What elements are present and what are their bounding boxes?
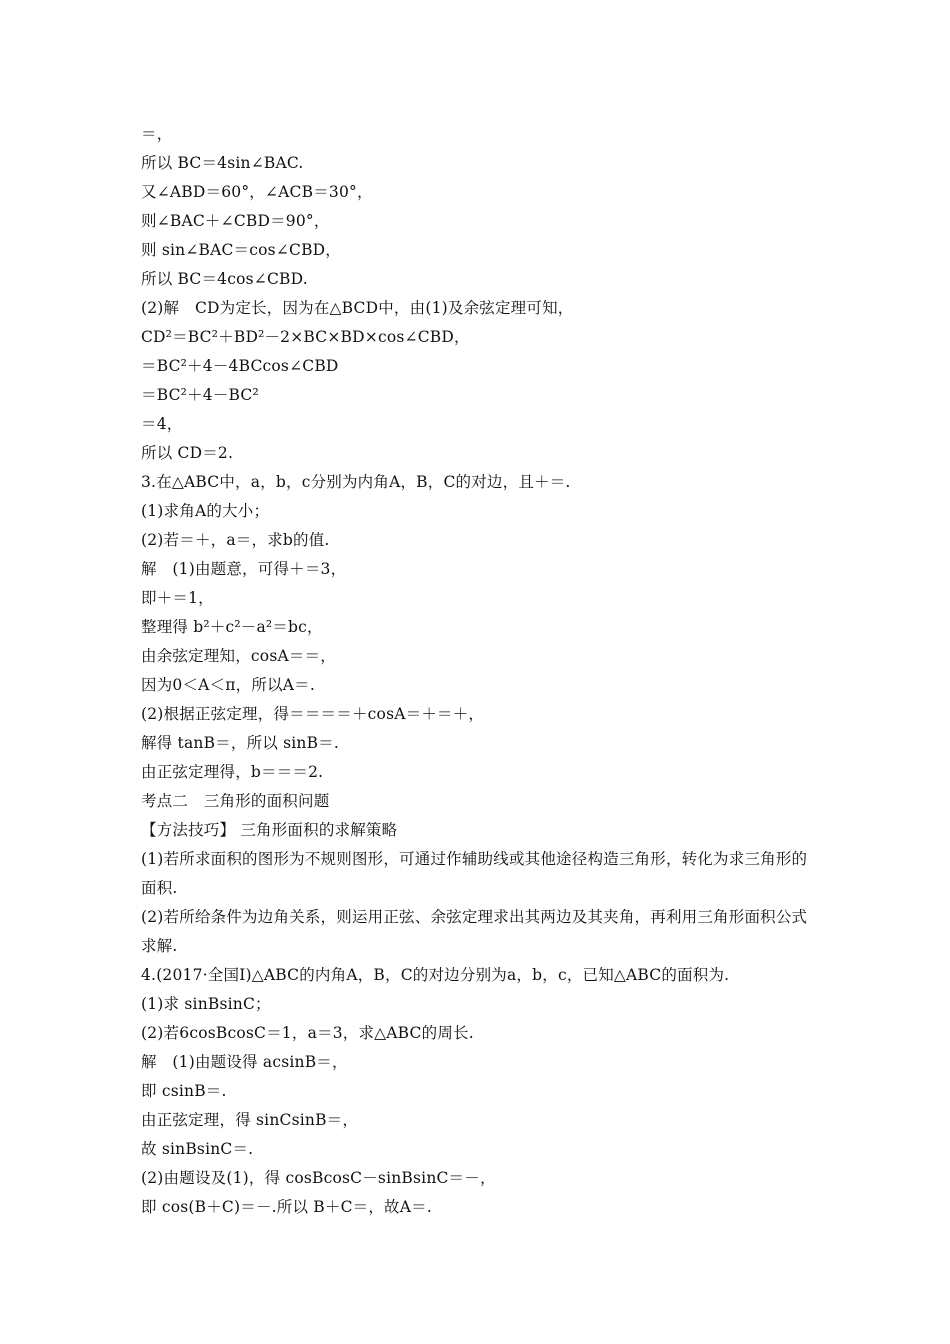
text-line: 解得 tanB＝，所以 sinB＝. xyxy=(141,734,340,752)
text-line: (1)求角A的大小； xyxy=(141,502,270,520)
text-line: 因为0＜A＜π，所以A＝. xyxy=(141,676,315,694)
section-heading: 考点二 三角形的面积问题 xyxy=(141,792,330,810)
text-line: 则∠BAC＋∠CBD＝90°， xyxy=(141,212,330,230)
method-tips-heading: 【方法技巧】 三角形面积的求解策略 xyxy=(141,821,398,839)
text-line: 所以 BC＝4cos∠CBD. xyxy=(141,270,308,288)
text-line: (2)根据正弦定理，得＝＝＝＝＋cosA＝＋＝＋， xyxy=(141,705,485,723)
text-line: 所以 CD＝2. xyxy=(141,444,234,462)
text-line: CD²＝BC²＋BD²－2×BC×BD×cos∠CBD， xyxy=(141,328,470,346)
text-line: (2)由题设及(1)，得 cosBcosC－sinBsinC＝－， xyxy=(141,1169,496,1187)
text-line: 又∠ABD＝60°，∠ACB＝30°， xyxy=(141,183,373,201)
text-line: 即＋＝1， xyxy=(141,589,214,607)
text-line: (2)解 CD为定长，因为在△BCD中，由(1)及余弦定理可知， xyxy=(141,299,574,317)
text-line: ＝BC²＋4－4BCcos∠CBD xyxy=(141,357,339,375)
text-line: 由正弦定理，得 sinCsinB＝， xyxy=(141,1111,359,1129)
text-line: 所以 BC＝4sin∠BAC. xyxy=(141,154,304,172)
text-line: 则 sin∠BAC＝cos∠CBD， xyxy=(141,241,341,259)
text-line: (1)求 sinBsinC； xyxy=(141,995,271,1013)
text-line: ＝， xyxy=(141,125,173,143)
text-line: 故 sinBsinC＝. xyxy=(141,1140,254,1158)
solution-start: 解 (1)由题设得 acsinB＝， xyxy=(141,1053,348,1071)
solution-start: 解 (1)由题意，可得＋＝3， xyxy=(141,560,347,578)
document-body xyxy=(141,120,821,1222)
problem-4-statement: 4.(2017·全国Ⅰ)△ABC的内角A，B，C的对边分别为a，b，c，已知△ABC的面积为. xyxy=(141,966,730,984)
text-line: ＝4， xyxy=(141,415,183,433)
tip-paragraph: (2)若所给条件为边角关系，则运用正弦、余弦定理求出其两边及其夹角，再利用三角形面积公式求解. xyxy=(141,908,808,955)
text-line: ＝BC²＋4－BC² xyxy=(141,386,259,404)
text-line: 整理得 b²＋c²－a²＝bc， xyxy=(141,618,323,636)
text-line: 即 cos(B＋C)＝－.所以 B＋C＝，故A＝. xyxy=(141,1198,432,1216)
problem-3-statement: 3.在△ABC中，a，b，c分别为内角A，B，C的对边，且＋＝. xyxy=(141,473,571,491)
text-line: 由正弦定理得，b＝＝＝2. xyxy=(141,763,324,781)
tip-paragraph: (1)若所求面积的图形为不规则图形，可通过作辅助线或其他途径构造三角形，转化为求三角形的面积. xyxy=(141,850,808,897)
text-line: (2)若6cosBcosC＝1，a＝3，求△ABC的周长. xyxy=(141,1024,474,1042)
text-line: 由余弦定理知，cosA＝＝， xyxy=(141,647,336,665)
text-line: 即 csinB＝. xyxy=(141,1082,227,1100)
text-line: (2)若＝＋，a＝，求b的值. xyxy=(141,531,330,549)
